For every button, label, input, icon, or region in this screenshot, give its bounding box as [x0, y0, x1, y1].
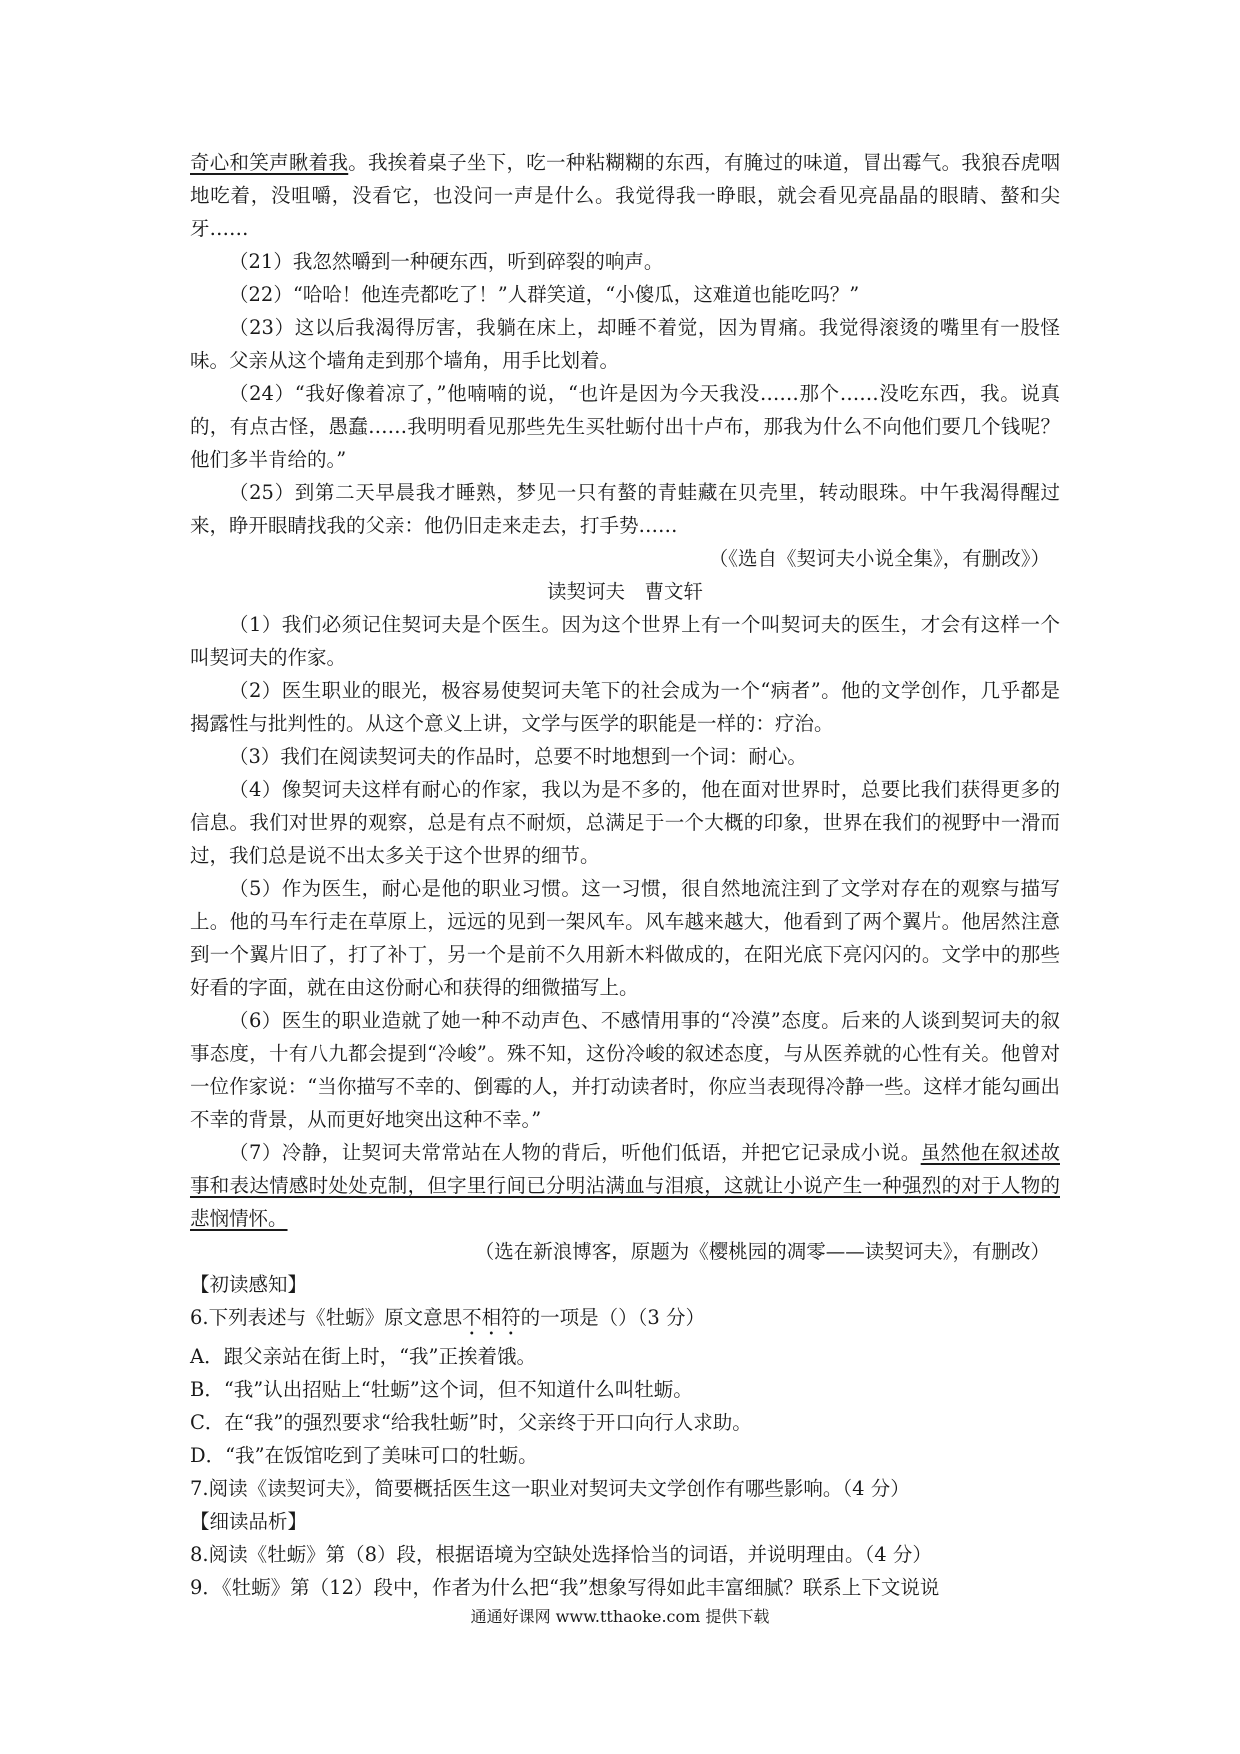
- essay-paragraph-3: （3）我们在阅读契诃夫的作品时，总要不时地想到一个词：耐心。: [229, 745, 807, 768]
- essay-paragraph-7: [190, 1136, 1060, 1235]
- essay-paragraph-6: （6）医生的职业造就了她一种不动声色、不感情用事的“冷漠”态度。后来的人谈到契诃夫的叙事态度，十有八九都会提到“冷峻”。殊不知，这份冷峻的叙述态度，与从医养就的心性有关。他曾对一位作家说：“当你描写不幸的、倒霉的人，并打动读者时，你应当表现得冷静一些。这样才能勾画出不幸的背景，从而更好地突出这种不幸。”: [190, 1009, 1060, 1131]
- essay-title: 读契诃夫 曹文轩: [546, 580, 703, 603]
- option-a: A．跟父亲站在街上时，“我”正挨着饿。: [190, 1345, 537, 1368]
- page-footer: 通通好课网 www.tthaoke.com 提供下载: [470, 1607, 770, 1626]
- section-heading-close-reading: 【细读品析】: [190, 1510, 308, 1533]
- question-9: 9．《牡蛎》第（12）段中，作者为什么把“我”想象写得如此丰富细腻？联系上下文说说: [190, 1576, 940, 1599]
- question-6-text-a: 6.下列表述与《牡蛎》原文意思: [190, 1306, 463, 1329]
- essay-paragraph-7-text: （7）冷静，让契诃夫常常站在人物的背后，听他们低语，并把它记录成小说。: [229, 1141, 921, 1164]
- emphasized-words: 不相符: [462, 1306, 521, 1329]
- option-c: C．在“我”的强烈要求“给我牡蛎”时，父亲终于开口向行人求助。: [190, 1411, 752, 1434]
- option-d: D．“我”在饭馆吃到了美味可口的牡蛎。: [190, 1444, 538, 1467]
- paragraph-23: （23）这以后我渴得厉害，我躺在床上，却睡不着觉，因为胃痛。我觉得滚烫的嘴里有一股怪味。父亲从这个墙角走到那个墙角，用手比划着。: [190, 316, 1060, 372]
- question-6-text-b: 的一项是（）（3 分）: [520, 1306, 705, 1329]
- section-heading-first-reading: 【初读感知】: [190, 1273, 308, 1296]
- paragraph-21: （21）我忽然嚼到一种硬东西，听到碎裂的响声。: [229, 250, 664, 273]
- underlined-sentence: 虽然他在叙述故事和表达情感时处处克制，但字里行间已分明沾满血与泪痕，这就让小说产生一种强烈的对于人物的悲悯情怀。: [190, 1141, 1060, 1230]
- paragraph-20-text: 。我挨着桌子坐下，吃一种粘糊糊的东西，有腌过的味道，冒出霉气。我狼吞虎咽地吃着，没咀嚼，没看它，也没问一声是什么。我觉得我一睁眼，就会看见亮晶晶的眼睛、螯和尖牙……: [190, 151, 1060, 240]
- document-body: [190, 146, 1060, 1604]
- question-6: [190, 1301, 1060, 1340]
- essay-paragraph-2: （2）医生职业的眼光，极容易使契诃夫笔下的社会成为一个“病者”。他的文学创作，几乎都是揭露性与批判性的。从这个意义上讲，文学与医学的职能是一样的：疗治。: [190, 679, 1060, 735]
- essay-paragraph-5: （5）作为医生，耐心是他的职业习惯。这一习惯，很自然地流注到了文学对存在的观察与描写上。他的马车行走在草原上，远远的见到一架风车。风车越来越大，他看到了两个翼片。他居然注意到一个翼片旧了，打了补丁，另一个是前不久用新木料做成的，在阳光底下亮闪闪的。文学中的那些好看的字面，就在由这份耐心和获得的细微描写上。: [190, 877, 1060, 999]
- option-b: B．“我”认出招贴上“牡蛎”这个词，但不知道什么叫牡蛎。: [190, 1378, 693, 1401]
- paragraph-24: （24）“我好像着凉了，”他喃喃的说，“也许是因为今天我没……那个……没吃东西，我。说真的，有点古怪，愚蠢……我明明看见那些先生买牡蛎付出十卢布，那我为什么不向他们要几个钱呢？他们多半肯给的。”: [190, 382, 1060, 471]
- paragraph-25: （25）到第二天早晨我才睡熟，梦见一只有螯的青蛙藏在贝壳里，转动眼珠。中午我渴得醒过来，睁开眼睛找我的父亲：他仍旧走来走去，打手势……: [190, 481, 1060, 537]
- essay-source: （选在新浪博客，原题为《樱桃园的凋零——读契诃夫》，有删改）: [474, 1240, 1050, 1263]
- essay-paragraph-4: （4）像契诃夫这样有耐心的作家，我以为是不多的，他在面对世界时，总要比我们获得更多的信息。我们对世界的观察，总是有点不耐烦，总满足于一个大概的印象，世界在我们的视野中一滑而过，我们总是说不出太多关于这个世界的细节。: [190, 778, 1060, 867]
- paragraph-22: （22）“哈哈！他连壳都吃了！”人群笑道，“小傻瓜，这难道也能吃吗？”: [229, 283, 860, 306]
- underlined-phrase: 奇心和笑声瞅着我: [190, 151, 349, 174]
- question-7: 7.阅读《读契诃夫》，简要概括医生这一职业对契诃夫文学创作有哪些影响。（4 分）: [190, 1477, 910, 1500]
- essay-paragraph-1: （1）我们必须记住契诃夫是个医生。因为这个世界上有一个叫契诃夫的医生，才会有这样一个叫契诃夫的作家。: [190, 613, 1060, 669]
- question-8: 8.阅读《牡蛎》第（8）段，根据语境为空缺处选择恰当的词语，并说明理由。（4 分）: [190, 1543, 932, 1566]
- story-source: （《选自《契诃夫小说全集》，有删改》）: [708, 547, 1050, 570]
- paragraph-20: [190, 146, 1060, 245]
